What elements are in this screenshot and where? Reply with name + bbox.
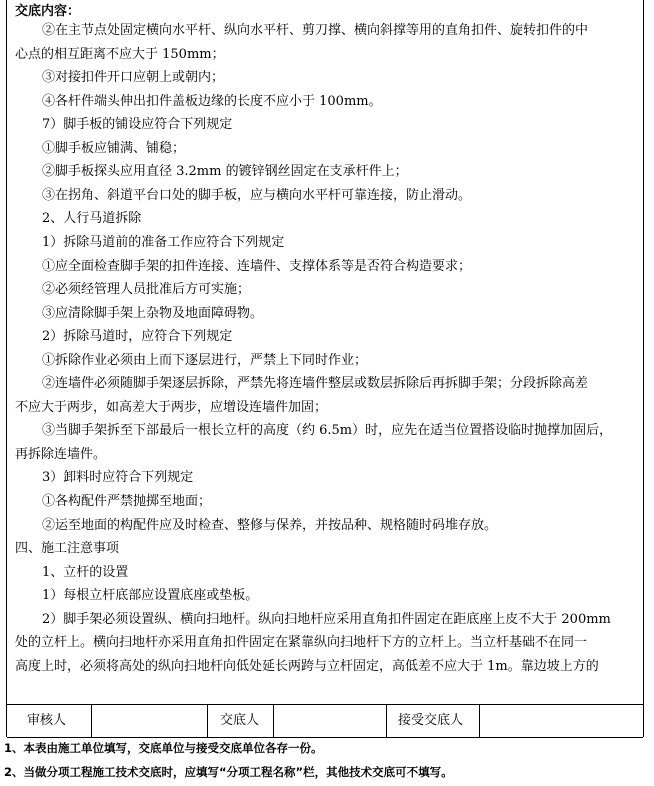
presenter-label: 交底人 [220,713,260,728]
content-line: 7）脚手板的铺设应符合下列规定 [42,117,233,133]
content-heading: 交底内容： [15,4,81,19]
content-line: 1）拆除马道前的准备工作应符合下列规定 [42,235,285,250]
content-line: 不应大于两步，如高差大于两步，应增设连墙件加固； [15,399,328,415]
content-line: 四、施工注意事项 [15,541,120,557]
content-line: ①各构配件严禁抛掷至地面； [42,494,212,509]
divider [207,704,208,737]
content-line: ③当脚手架拆至下部最后一根长立杆的高度（约 6.5m）时，应先在适当位置搭设临时抛撑加固后， [42,423,613,439]
content-line: 2、人行马道拆除 [42,211,142,227]
content-line: ①脚手板应铺满、铺稳； [42,140,186,156]
footnote-2: 2、当做分项工程施工技术交底时，应填写“分项工程名称”栏，其他技术交底可不填写。 [4,765,453,779]
divider [91,704,92,737]
content-line: ②在主节点处固定横向水平杆、纵向水平杆、剪刀撑、横向斜撑等用的直角扣件、旋转扣件的中 [42,23,589,38]
content-line: 心点的相互距离不应大于 150mm； [15,46,225,62]
disclosure-sheet [6,0,644,737]
content-line: 2）拆除马道时，应符合下列规定 [42,329,233,345]
content-line: ②连墙件必须随脚手架逐层拆除，严禁先将连墙件整层或数层拆除后再拆脚手架；分段拆除高差 [42,376,589,392]
content-line: 高度上时，必须将高处的纵向扫地杆向低处延长两跨与立杆固定，高低差不应大于 1m。靠边坡上方的 [15,658,599,674]
content-line: 1、立杆的设置 [42,564,129,580]
content-line: 再拆除连墙件。 [15,446,107,462]
receiver-label: 接受交底人 [398,713,464,728]
divider [479,704,480,737]
content-line: ④各杆件端头伸出扣件盖板边缘的长度不应小于 100mm。 [42,93,382,109]
footnote-1: 1、本表由施工单位填写，交底单位与接受交底单位各存一份。 [4,741,323,755]
content-line: 3）卸料时应符合下列规定 [42,470,194,486]
content-line: 1）每根立杆底部应设置底座或垫板。 [42,588,259,604]
content-line: 2）脚手架必须设置纵、横向扫地杆。纵向扫地杆应采用直角扣件固定在距底座上皮不大于 200mm [42,611,611,627]
divider [386,704,387,737]
content-line: ③对接扣件开口应朝上或朝内； [42,70,225,86]
content-line: 处的立杆上。横向扫地杆亦采用直角扣件固定在紧靠纵向扫地杆下方的立杆上。当立杆基础不在同一 [15,635,588,651]
divider [273,704,274,737]
receiver-signature-field[interactable] [481,704,641,737]
disclosure-content [7,0,643,705]
content-line: ②运至地面的构配件应及时检查、整修与保养，并按品种、规格随时码堆存放。 [42,517,498,533]
content-line: ①应全面检查脚手架的扣件连接、连墙件、支撑体系等是否符合构造要求； [42,258,472,274]
content-line: ①拆除作业必须由上而下逐层进行，严禁上下同时作业； [42,352,368,368]
content-line: ③应清除脚手架上杂物及地面障碍物。 [42,305,264,321]
signature-row [7,704,643,738]
reviewer-signature-field[interactable] [93,704,205,737]
reviewer-label: 审核人 [27,713,67,728]
content-line: ②必须经管理人员批准后方可实施； [42,282,251,298]
content-line: ③在拐角、斜道平台口处的脚手板，应与横向水平杆可靠连接，防止滑动。 [42,187,472,203]
content-line: ②脚手板探头应用直径 3.2mm 的镀锌钢丝固定在支承杆件上； [42,164,408,180]
presenter-signature-field[interactable] [275,704,385,737]
